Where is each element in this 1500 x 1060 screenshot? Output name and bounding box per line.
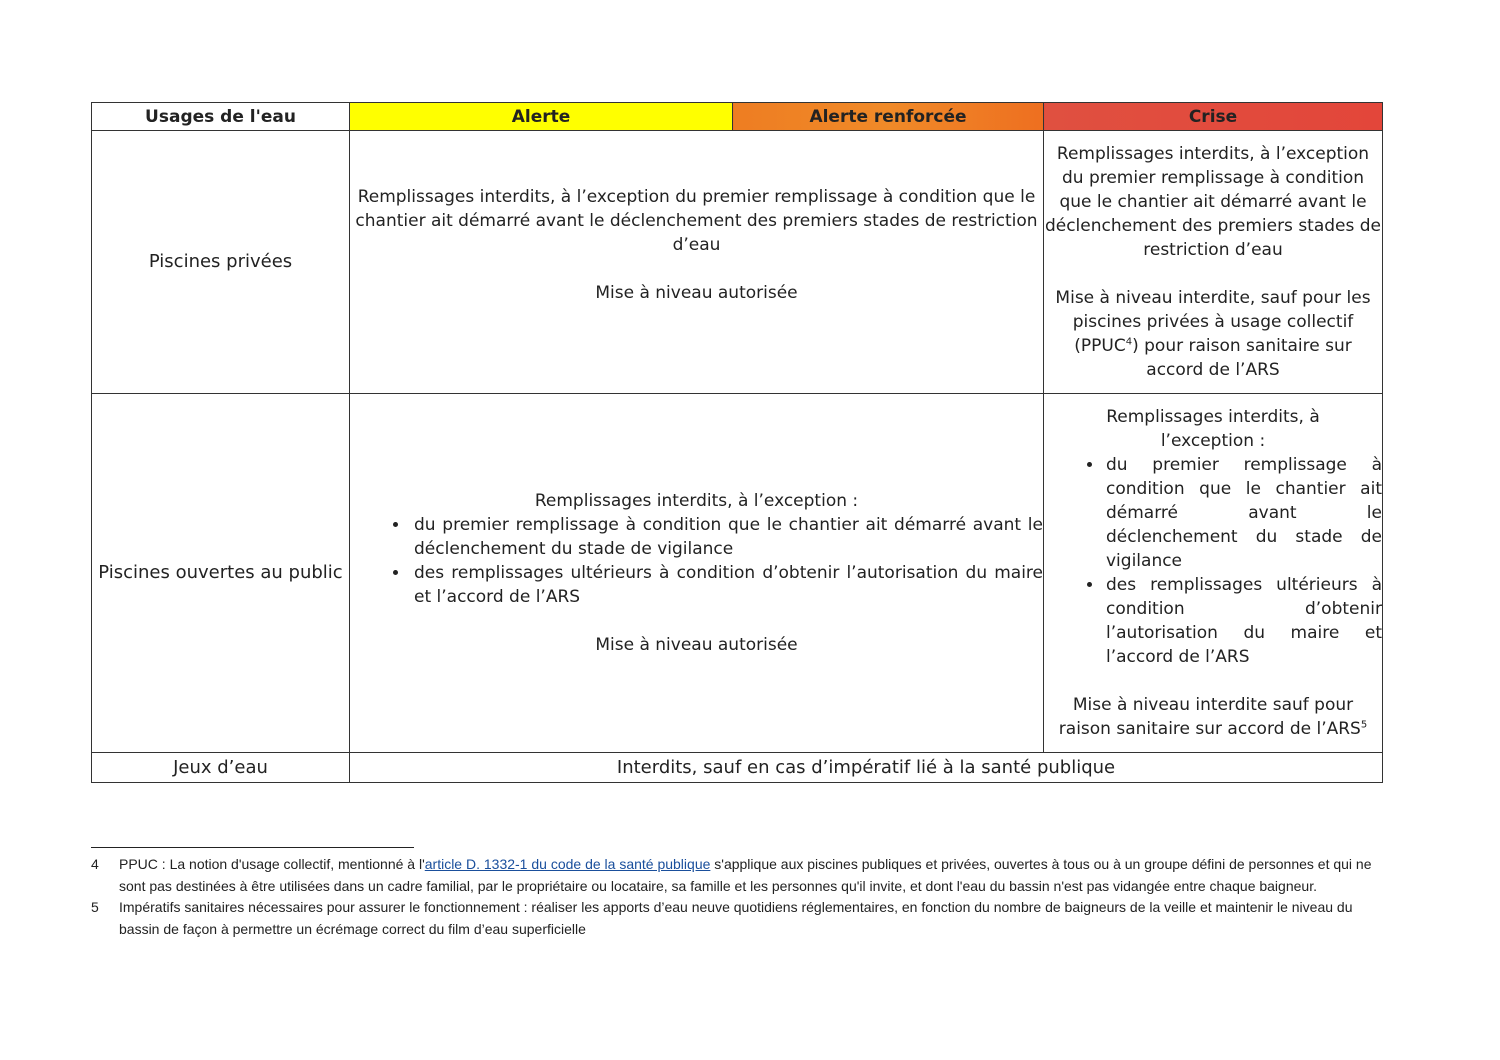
header-alerte-renforcee: Alerte renforcée xyxy=(733,103,1044,131)
code-sante-publique-link[interactable]: article D. 1332-1 du code de la santé publique xyxy=(424,856,711,872)
text-piscines-public-alerte-intro: Remplissages interdits, à l’exception : xyxy=(534,491,859,511)
text-piscines-privees-alerte-note: Mise à niveau autorisée xyxy=(595,283,798,303)
footnote-5 xyxy=(91,897,1376,940)
list-item: • des remplissages ultérieurs à condition d’obtenir l’autorisation du maire et l’accord de l’ARS xyxy=(1104,573,1382,669)
header-alerte: Alerte xyxy=(350,103,733,131)
footnote-ref-4: 4 xyxy=(1125,336,1133,348)
footnote-4 xyxy=(91,854,1376,897)
list-piscines-public-crise xyxy=(1044,453,1382,669)
row-piscines-public xyxy=(92,394,1383,753)
footnote-ref-5: 5 xyxy=(1360,719,1368,731)
list-item: • du premier remplissage à condition que le chantier ait démarré avant le déclenchement du stade de vigilance xyxy=(1104,453,1382,573)
list-piscines-public-alerte xyxy=(350,513,1043,609)
footnote-number: 4 xyxy=(91,856,99,872)
usage-jeux-eau: Jeux d’eau xyxy=(92,753,350,783)
list-item: • du premier remplissage à condition que le chantier ait démarré avant le déclenchement du stade de vigilance xyxy=(410,513,1043,561)
row-jeux-eau xyxy=(92,753,1383,783)
text-piscines-privees-crise-main: Remplissages interdits, à l’exception du premier remplissage à condition que le chantier ait démarré avant le déclenchement des premiers stades de restriction d’eau xyxy=(1044,144,1382,260)
restrictions-table xyxy=(91,102,1383,783)
cell-piscines-public-crise xyxy=(1044,394,1383,753)
footnote-number: 5 xyxy=(91,899,99,915)
header-row xyxy=(92,103,1383,131)
text-piscines-public-crise-intro: Remplissages interdits, à l’exception : xyxy=(1106,407,1320,451)
text-piscines-public-alerte-note: Mise à niveau autorisée xyxy=(595,635,798,655)
row-piscines-privees xyxy=(92,131,1383,394)
cell-piscines-privees-crise xyxy=(1044,131,1383,394)
text-piscines-privees-crise-note: Mise à niveau interdite, sauf pour les piscines privées à usage collectif (PPUC$^4$) pour raison sanitaire sur accord de l’ARS xyxy=(1055,288,1371,380)
usage-piscines-public: Piscines ouvertes au public xyxy=(92,394,350,753)
footnote-text: PPUC : La notion d'usage collectif, mentionné à l'article D. 1332-1 du code de la santé publique s'applique aux piscines publiques et privées, ouvertes à tous ou à un groupe défini de personnes et qui ne sont pas destinées à être utilisées dans un cadre familial, par le propriétaire ou locataire, sa famille et les personnes qu'il invite, et dont l'eau du bassin n'est pas vidangée entre chaque baigneur. xyxy=(119,856,1372,894)
footnotes xyxy=(91,854,1376,940)
header-crise: Crise xyxy=(1044,103,1383,131)
list-item: • des remplissages ultérieurs à condition d’obtenir l’autorisation du maire et l’accord de l’ARS xyxy=(410,561,1043,609)
text-piscines-privees-alerte-main: Remplissages interdits, à l’exception du premier remplissage à condition que le chantier ait démarré avant le déclenchement des premiers stades de restriction d’eau xyxy=(355,187,1038,255)
header-usage: Usages de l'eau xyxy=(92,103,350,131)
footnote-text: Impératifs sanitaires nécessaires pour assurer le fonctionnement : réaliser les apports d’eau neuve quotidiens réglementaires, en fonction du nombre de baigneurs de la veille et maintenir le niveau du bassin de façon à permettre un écrémage correct du film d’eau superficielle xyxy=(119,899,1353,937)
cell-piscines-privees-alerte xyxy=(350,131,1044,394)
usage-piscines-privees: Piscines privées xyxy=(92,131,350,394)
cell-jeux-eau: Interdits, sauf en cas d’impératif lié à la santé publique xyxy=(350,753,1383,783)
footnote-separator xyxy=(91,847,414,848)
cell-piscines-public-alerte xyxy=(350,394,1044,753)
text-piscines-public-crise-note: Mise à niveau interdite sauf pour raison sanitaire sur accord de l’ARS$^5$ xyxy=(1058,695,1368,739)
